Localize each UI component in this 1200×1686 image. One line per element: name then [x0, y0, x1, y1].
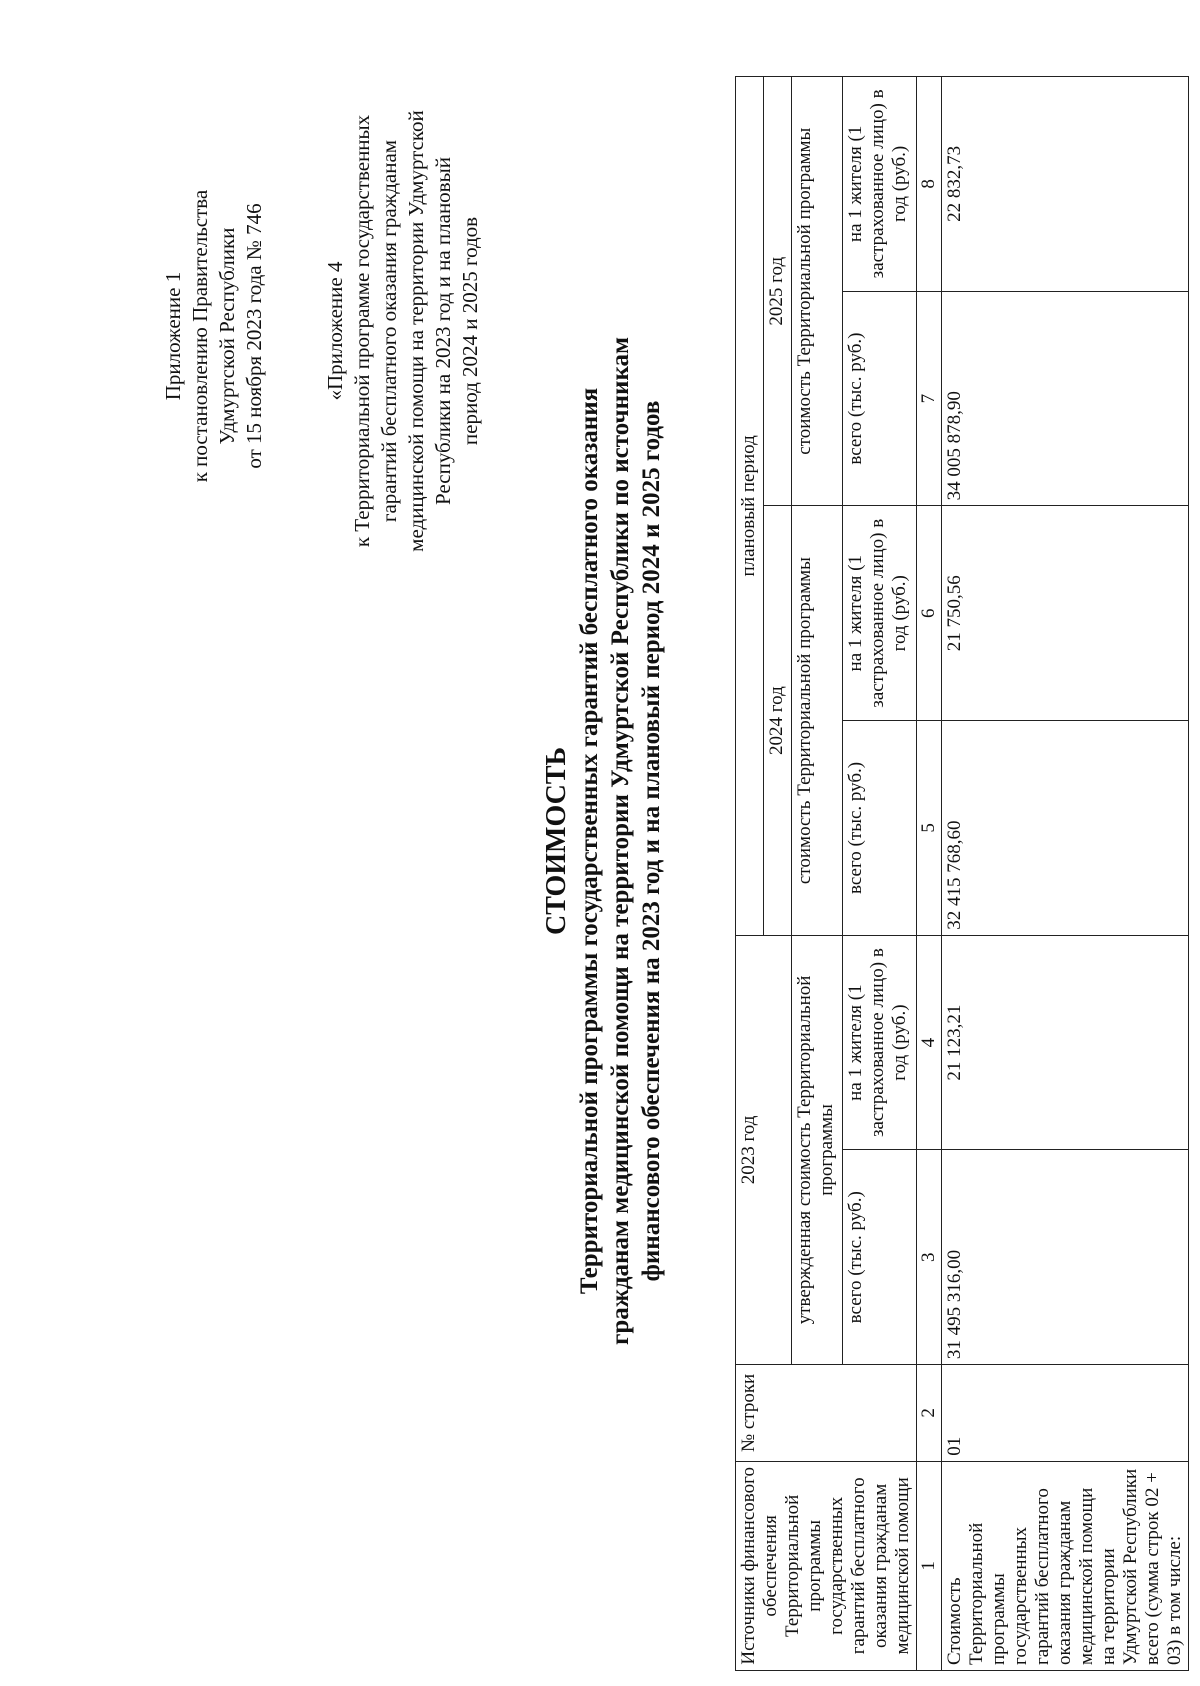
header-total-2023: всего (тыс. руб.)	[843, 1150, 917, 1365]
header-row-number: № строки	[736, 1365, 917, 1462]
appendix-1-line: от 15 ноября 2023 года № 746	[242, 203, 266, 469]
cell-total-2025: 34 005 878,90	[942, 291, 1189, 506]
row-number: 01	[942, 1365, 1189, 1462]
column-number: 7	[917, 291, 942, 506]
column-number: 4	[917, 935, 942, 1150]
header-total-2024: всего (тыс. руб.)	[843, 721, 917, 936]
header-approved-cost: утвержденная стоимость Территориальной программы	[792, 935, 843, 1364]
title-line: Территориальной программы государственных гарантий бесплатного оказания	[576, 387, 603, 1295]
appendix-1-line: Удмуртской Республики	[215, 227, 239, 445]
appendix-4-line: период 2024 и 2025 годов	[458, 216, 482, 446]
column-number-row	[917, 77, 942, 1671]
cell-per-capita-2023: 21 123,21	[942, 935, 1189, 1150]
appendix-1-line: Приложение 1	[161, 271, 185, 401]
appendix-4-line: гарантий бесплатного оказания гражданам	[377, 139, 401, 523]
title-main: СТОИМОСТЬ	[541, 746, 572, 936]
column-number: 6	[917, 506, 942, 721]
header-year-2024: 2024 год	[764, 506, 792, 935]
header-planned-period: плановый период	[736, 77, 764, 936]
row-source-name: Стоимость Территориальной программы государственных гарантий бесплатного оказания гражданам медицинской помощи на территории Удмуртской Республики всего (сумма строк 02 + 03) в том числе:	[942, 1461, 1189, 1670]
column-number: 3	[917, 1150, 942, 1365]
header-row	[736, 77, 764, 1671]
header-cost-2024: стоимость Территориальной программы	[792, 506, 843, 935]
cell-per-capita-2024: 21 750,56	[942, 506, 1189, 721]
appendix-4-line: Республики на 2023 год и на плановый	[431, 157, 455, 505]
appendix-4-header	[322, 96, 484, 566]
title-line: финансового обеспечения на 2023 год и на плановый период 2024 и 2025 годов	[638, 400, 665, 1282]
header-sources: Источники финансового обеспечения Территориальной программы государственных гарантий бесплатного оказания гражданам медицинской помощи	[736, 1461, 917, 1670]
title-line: гражданам медицинской помощи на территории Удмуртской Республики по источникам	[607, 336, 634, 1346]
header-cost-2025: стоимость Территориальной программы	[792, 77, 843, 506]
appendix-4-line: медицинской помощи на территории Удмуртской	[404, 110, 428, 552]
appendix-1-line: к постановлению Правительства	[188, 189, 212, 483]
header-total-2025: всего (тыс. руб.)	[843, 291, 917, 506]
cell-total-2024: 32 415 768,60	[942, 721, 1189, 936]
column-number: 5	[917, 721, 942, 936]
header-per-capita-2024: на 1 жителя (1 застрахованное лицо) в год (руб.)	[843, 506, 917, 721]
cell-per-capita-2025: 22 832,73	[942, 77, 1189, 292]
appendix-4-line: «Приложение 4	[323, 261, 347, 401]
column-number: 8	[917, 77, 942, 292]
column-number: 2	[917, 1365, 942, 1462]
table-row	[942, 77, 1189, 1671]
header-per-capita-2023: на 1 жителя (1 застрахованное лицо) в год (руб.)	[843, 935, 917, 1150]
cost-table	[735, 76, 1189, 1671]
cell-total-2023: 31 495 316,00	[942, 1150, 1189, 1365]
header-per-capita-2025: на 1 жителя (1 застрахованное лицо) в год (руб.)	[843, 77, 917, 292]
header-year-2023: 2023 год	[736, 935, 792, 1364]
appendix-1-header	[160, 166, 268, 506]
column-number: 1	[917, 1461, 942, 1670]
header-year-2025: 2025 год	[764, 77, 792, 506]
appendix-4-line: к Территориальной программе государственных	[350, 114, 374, 548]
document-title	[540, 196, 667, 1486]
